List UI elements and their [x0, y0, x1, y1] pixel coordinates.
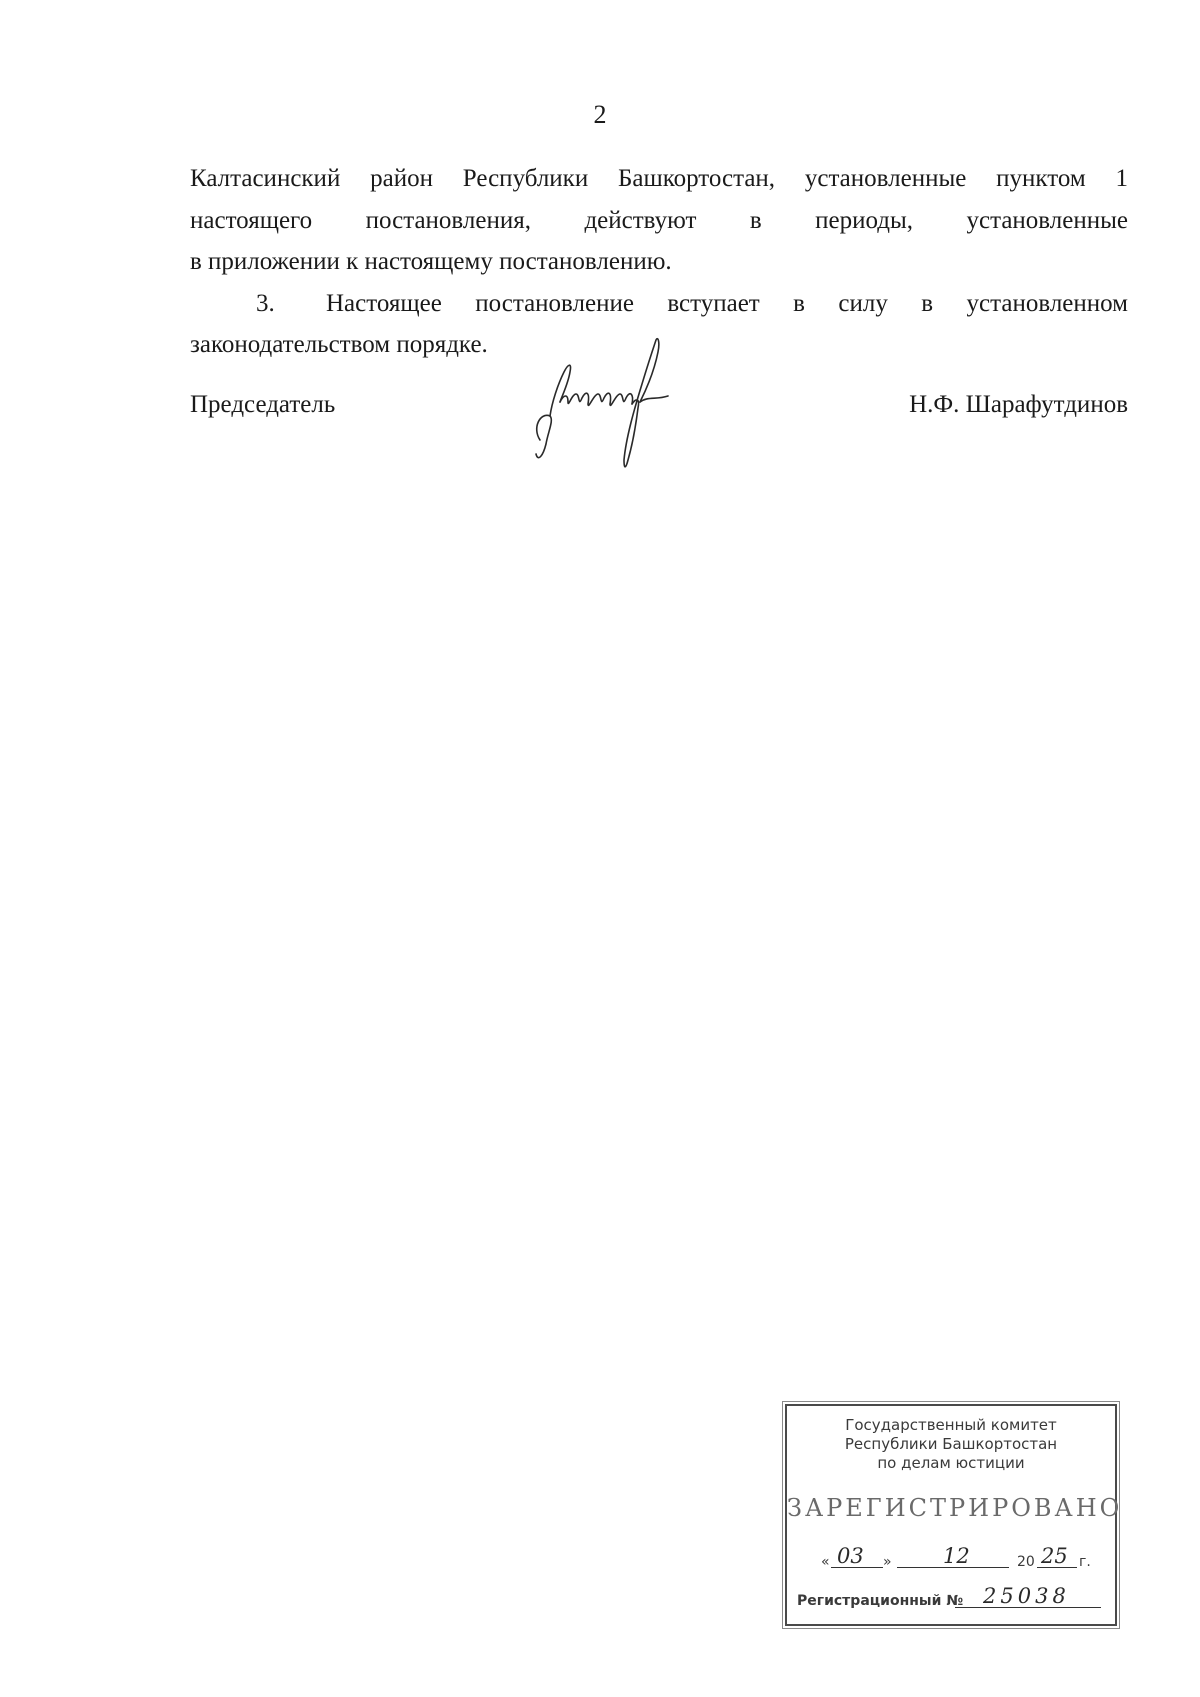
- signatory-title: Председатель: [190, 391, 336, 418]
- handwritten-signature: [528, 332, 698, 482]
- stamp-organization: [787, 1416, 1115, 1473]
- text-line: настоящего постановления, действуют в периоды, установленные: [190, 206, 1128, 234]
- stamp-reg-label: Регистрационный №: [797, 1593, 964, 1609]
- paragraph-3-text: Настоящее постановление вступает в силу в установленном: [326, 289, 1128, 317]
- stamp-year-prefix: 20: [1017, 1554, 1035, 1570]
- paragraph-2-continuation: [190, 158, 1128, 283]
- stamp-org-line: Республики Башкортостан: [844, 1435, 1058, 1453]
- stamp-close-quote: »: [883, 1554, 892, 1570]
- text-line: в приложении к настоящему постановлению.: [190, 248, 672, 275]
- text-line: [190, 283, 1128, 325]
- stamp-year-unit: г.: [1079, 1554, 1091, 1570]
- stamp-reg-number: 25038: [983, 1584, 1070, 1608]
- stamp-open-quote: «: [821, 1554, 830, 1570]
- stamp-month: 12: [943, 1544, 970, 1568]
- text-line: Калтасинский район Республики Башкортостан, установленные пунктом 1: [190, 165, 1128, 192]
- stamp-year: 25: [1041, 1544, 1068, 1568]
- stamp-registered-label: ЗАРЕГИСТРИРОВАНО: [787, 1494, 1123, 1522]
- stamp-org-line: Государственный комитет: [845, 1416, 1057, 1434]
- stamp-org-line: по делам юстиции: [877, 1454, 1025, 1472]
- text-line: законодательством порядке.: [190, 331, 488, 358]
- stamp-registration-number: [797, 1584, 1102, 1612]
- stamp-date: [821, 1546, 1091, 1572]
- paragraph-number: 3.: [256, 289, 275, 317]
- registration-stamp: [785, 1404, 1123, 1626]
- signatory-name: Н.Ф. Шарафутдинов: [909, 391, 1128, 418]
- stamp-day: 03: [837, 1544, 864, 1568]
- page-number: 2: [593, 100, 607, 129]
